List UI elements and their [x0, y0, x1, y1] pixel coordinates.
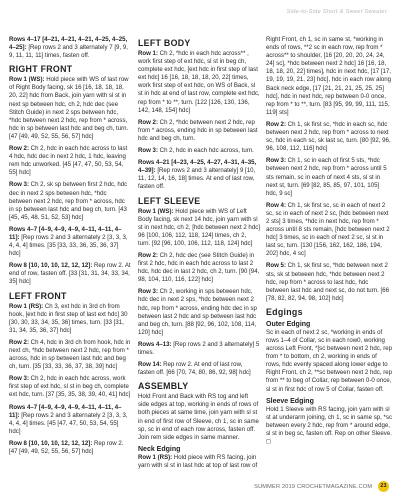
row-label: Row 3: — [138, 147, 158, 155]
row-label: Row 14: — [138, 361, 162, 369]
instruction-paragraph — [266, 329, 392, 394]
instruction-paragraph — [138, 288, 260, 337]
instruction-text: [Rep rows 2 and 3 alternately 7 [9, 9, 9, 11, 11, 11] times, fasten off. — [9, 44, 128, 60]
instruction-text: [Rep rows 2 and 3 alternately] 9 [10, 11, 12, 14, 16, 18] times. At end of last row, fasten off. — [138, 167, 256, 191]
instruction-paragraph — [138, 454, 260, 470]
page-number: 23 — [378, 481, 389, 492]
section-heading: LEFT SLEEVE — [138, 195, 201, 206]
page-footer — [254, 481, 389, 492]
row-label: Row 2: — [138, 251, 158, 259]
row-label: Row 2: — [266, 120, 286, 128]
instruction-text: Rep row 2. At end of last row, fasten off. [66 [70, 74, 80, 86, 92, 98] hdc] — [138, 361, 251, 377]
section-heading: ASSEMBLY — [138, 381, 189, 392]
instruction-text: Hold piece with RS facing, join yarn with sl st in last hdc at top of last row of — [138, 453, 258, 469]
row-label: Row 3: — [138, 288, 158, 296]
row-label: Row 1 (RS): — [138, 453, 173, 461]
instruction-paragraph — [9, 339, 131, 371]
row-label: Row 2: — [9, 338, 29, 346]
instruction-text: Rep row 2. [47 [49, 49, 52, 55, 56, 57] hdc] — [9, 439, 124, 456]
instruction-text: Ch 2, hdc in each hdc across to last 4 hdc, hdc dec in next 2 hdc, 1 hdc, leaving rem hdc unworked. [45 [47, 47, 50, 53, 54, 55] hdc] — [9, 145, 128, 177]
row-label: Rows 4–17 [4–21, 4–21, 4–21, 4–25, 4–25, 4–25]: — [9, 36, 128, 52]
row-label: Row 2: — [138, 118, 158, 126]
instruction-text: Hold piece with WS of last row of Right Body facing, sk 16 [16, 18, 18, 18, 20, 22] hdc from Back, join yarn with sl st in next sp between hdc, ch 2, hdc dec (see Stitch Guide) in next 2 sps between hdc, *hdc between next 2 hdc, rep from * across, hdc in sp between last hdc and beg ch, turn. [47 [49, 49, 52, 55, 56, 57] hdc] — [9, 76, 129, 140]
instruction-paragraph — [9, 440, 131, 456]
instruction-text: [Rep rows 2 and 3 alternately 2 [3, 3, 3, 4, 4, 4] times. [45 [47, 47, 50, 53, 54, 55] hdc] — [9, 411, 128, 435]
row-label: Row 3: — [9, 181, 29, 189]
column-1 — [9, 36, 131, 460]
instruction-text: Ch 2, hdc dec (see Stitch Guide) in first 2 hdc, hdc in each hdc across to last 2 hdc, hdc dec in last 2 hdc, ch 2, turn. [90 [94, 98, 104, 110, 116, 122] hdc] — [138, 251, 260, 284]
instruction-text: Hold 1 Sleeve with RS facing, join yarn with sl st at underarm joining, ch 1, sc in same sp, *sc between every 2 hdc, rep from * around edge, sl st in beg sc, fasten off. Rep on other Sleeve. ◻ — [266, 405, 392, 446]
instruction-text: Ch 2, hdc in each hdc across, turn. — [157, 147, 254, 155]
row-label: Row 1 (WS): — [138, 207, 174, 215]
instruction-paragraph — [9, 404, 131, 436]
instruction-text: Ch 2, *hdc in each hdc across** , work first step of ext hdc, sl st in beg ch, complete ext hdc, [ext hdc in first step of last ext hdc] 16 [16, 18, 18, 18, 20, 22] times, work first step of ext hdc, on WS of Back, sl st in hdc at end of last row, complete ext hdc, rep from * to **, turn. [122 [126, 130, 136, 142, 148, 154] hdc] — [138, 50, 260, 114]
instruction-paragraph — [9, 375, 131, 399]
instruction-paragraph — [9, 181, 131, 221]
instruction-paragraph — [9, 262, 131, 286]
row-label: Rows 4–7 [4–9, 4–9, 4–9, 4–11, 4–11, 4–11]: — [9, 403, 122, 419]
instruction-paragraph — [266, 121, 392, 153]
row-label: Rows 4–21 [4–23, 4–25, 4–27, 4–31, 4–35, 4–39]: — [138, 159, 257, 175]
instruction-paragraph — [138, 50, 260, 115]
row-label: Row 1 (RS): — [9, 302, 44, 310]
row-label: Row 1: — [138, 50, 158, 57]
instruction-text: Hold Front and Back with RS tog and left side edges at top, working in ends of rows of both pieces at same time, join yarn with sl st in end of first row of Sleeve, ch 1, sc in same sp, sc in end of each row across, fasten off. Join rem side edges in same manner. — [138, 393, 259, 441]
instruction-paragraph — [138, 361, 260, 377]
instruction-text: Ch 2, sk sp between first 2 hdc, hdc dec in next 2 sps between hdc, *hdc between next 2 hdc, rep from * across, hdc in sp between last hdc and beg ch, turn. [43 [45, 45, 48, 51, 52, 53] hdc] — [9, 181, 128, 221]
instruction-text: Ch 3, ext hdc in 3rd ch from hook, [ext hdc in first step of last ext hdc] 30 [30, 30, 33, 34, 35, 36] times, turn. [33 [31, 31, 34, 35, 36, 37] hdc] — [9, 302, 128, 334]
page-header-title: Side-to-Side Short & Sweet Sweater — [286, 9, 387, 15]
instruction-paragraph — [266, 406, 392, 446]
row-label: Row 5: — [266, 262, 286, 270]
instruction-text: Ch 2, *hdc between next 2 hdc, rep from * across, ending hdc in sp between last hdc and beg ch, turn. — [138, 118, 258, 142]
instruction-text: Ch 1, sc in each of first 5 sts, *hdc between next 2 hdc, rep from * across until 5 sts remain, sc in each of next 4 sts, sl st in next st, turn. [69 [82, 85, 85, 97, 101, 105] hdc, 9 sc] — [266, 157, 387, 197]
instruction-paragraph — [266, 36, 392, 117]
instruction-text: Rep row 2. At end of row, fasten off. [33 [31, 31, 34, 33, 34, 35] hdc] — [9, 262, 131, 286]
row-label: Row 8 [10, 10, 10, 12, 12, 12]: — [9, 439, 93, 447]
instruction-paragraph — [9, 76, 131, 141]
instruction-paragraph — [138, 341, 260, 357]
instruction-paragraph — [138, 159, 260, 191]
instruction-paragraph — [9, 303, 131, 335]
column-2 — [138, 36, 260, 474]
row-label: Row 3: — [266, 157, 286, 165]
instruction-paragraph — [138, 119, 260, 143]
row-label: Row 1 (WS): — [9, 76, 45, 84]
subsection-heading: Neck Edging — [138, 445, 181, 453]
section-heading: RIGHT FRONT — [9, 64, 73, 75]
instruction-text: Sc in each of next 2 sc, *working in ends of rows 1–4 of Collar, sc in each row0, working across Left Front, *[sc between next 2 hdc, rep from * to bottom, ch 2, working in ends of rows, hdc evenly spaced along lower edge to Right Front, ch 2, **sc between next 2 hdc, rep from ** to beg of Collar, rep between 0-0 once, sl st in first hdc of row 5 of Collar, fasten off. — [266, 328, 393, 393]
instruction-text: Ch 4, hdc in 3rd ch from hook, hdc in next ch, *hdc between next 2 hdc, rep from * across, hdc in sp between last hdc and beg ch, turn. [35 [33, 33, 36, 37, 38, 39] hdc] — [9, 338, 131, 371]
instruction-text: Ch 2, working in sps between hdc, hdc dec in next 2 sps, *hdc between next 2 hdc, rep from * across, ending hdc dec in sp between last 2 hdc and sp between last hdc and beg ch, turn. [88 [92, 96, 102, 108, 114, 120] hdc] — [138, 288, 257, 336]
row-label: Row 4: — [266, 201, 286, 209]
instruction-paragraph — [266, 202, 392, 259]
instruction-paragraph — [138, 393, 260, 442]
instruction-paragraph — [138, 147, 260, 155]
section-heading: Edgings — [266, 306, 303, 317]
instruction-text: [Rep rows 2 and 3 alternately 2 [3, 3, 3, 4, 4, 4] times. [35 [33, 33, 36, 35, 36, 37] hdc] — [9, 233, 128, 258]
row-label: Row 2: — [9, 145, 29, 153]
instruction-paragraph — [138, 208, 260, 248]
instruction-paragraph — [266, 262, 392, 302]
instruction-paragraph — [9, 36, 131, 60]
instruction-paragraph — [9, 145, 131, 177]
row-label: Rows 4–13: — [138, 340, 172, 348]
subsection-heading: Outer Edging — [266, 320, 311, 328]
instruction-paragraph — [266, 157, 392, 197]
subsection-heading: Sleeve Edging — [266, 397, 314, 405]
row-label: Row 8 [10, 10, 10, 12, 12, 12]: — [9, 262, 93, 270]
section-heading: LEFT FRONT — [9, 290, 67, 301]
instruction-text: Ch 2, hdc in each hdc across, work first step of ext hdc, sl st in beg ch, complete ext hdc, turn. [37 [35, 35, 38, 39, 40, 41] hdc] — [9, 375, 131, 399]
instruction-text: Hold piece with WS of Left Body facing, sk next 14 hdc, join yarn with sl st in next hdc, ch 2, [hdc between next 2 hdc] 96 [100, 106, 112, 118, 124] times, ch 2, turn. [92 [96, 100, 106, 112, 118, 124] hdc] — [138, 207, 260, 247]
row-label: Rows 4–7 [4–9, 4–9, 4–9, 4–11, 4–11, 4–11]: — [9, 225, 122, 241]
instruction-text: Ch 1, sk first sc, *hdc in each sc, hdc between next 2 hdc, rep from * across to next sc, hdc in each sc, sk last sc, turn. [80 [92, 96, 96, 108, 112, 116] hdc] — [266, 120, 391, 153]
instruction-text: Ch 1, sk first sc, sc in each of next 2 sc, sc in each of next 2 sc, [hdc between next 2 sts] 3 times, *hdc in next hdc, rep from * across until 8 sts remain, [hdc between next 2 hdc] 3 times, sc in each of next 2 sc, sl st in last sc, turn. [130 [156, 162, 162, 186, 194, 202] hdc, 4 sc] — [266, 201, 390, 258]
instruction-paragraph — [138, 252, 260, 284]
instruction-text: [Rep rows 2 and 3 alternately] 5 times. — [138, 340, 260, 356]
instruction-paragraph — [9, 226, 131, 258]
column-3 — [266, 36, 392, 450]
footer-text: SUMMER 2019 CROCHETMAGAZINE.COM — [254, 483, 373, 490]
instruction-text: Right Front, ch 1, sc in same st, *working in ends of rows, **2 sc in each row, rep from * across** to shoulder, [16 [20, 20, 20, 24, 24, 24] sc], *hdc between next 2 hdc] 16 [16, 18, 18, 18, 20, 22] times], hdc in next hdc, [17 [17, 19, 19, 19, 21, 23] hdc], hdc in each row along Back neck edge, [17 [21, 21, 21, 25, 25, 25] hdc], hdc in next hdc, rep between 0-0 once, rep from * to **, turn. [83 [95, 99, 99, 111, 115, 119] sts] — [266, 36, 392, 116]
instruction-text: Ch 1, sk first sc, *hdc between next 2 sts, sk st between hdc, *hdc between next 2 hdc, rep from * across to last hdc, hdc between last hdc and next sc, do not turn. [66 [78, 82, 82, 94, 98, 102] hdc] — [266, 262, 389, 302]
row-label: Row 3: — [9, 375, 29, 383]
section-heading: LEFT BODY — [138, 38, 191, 48]
